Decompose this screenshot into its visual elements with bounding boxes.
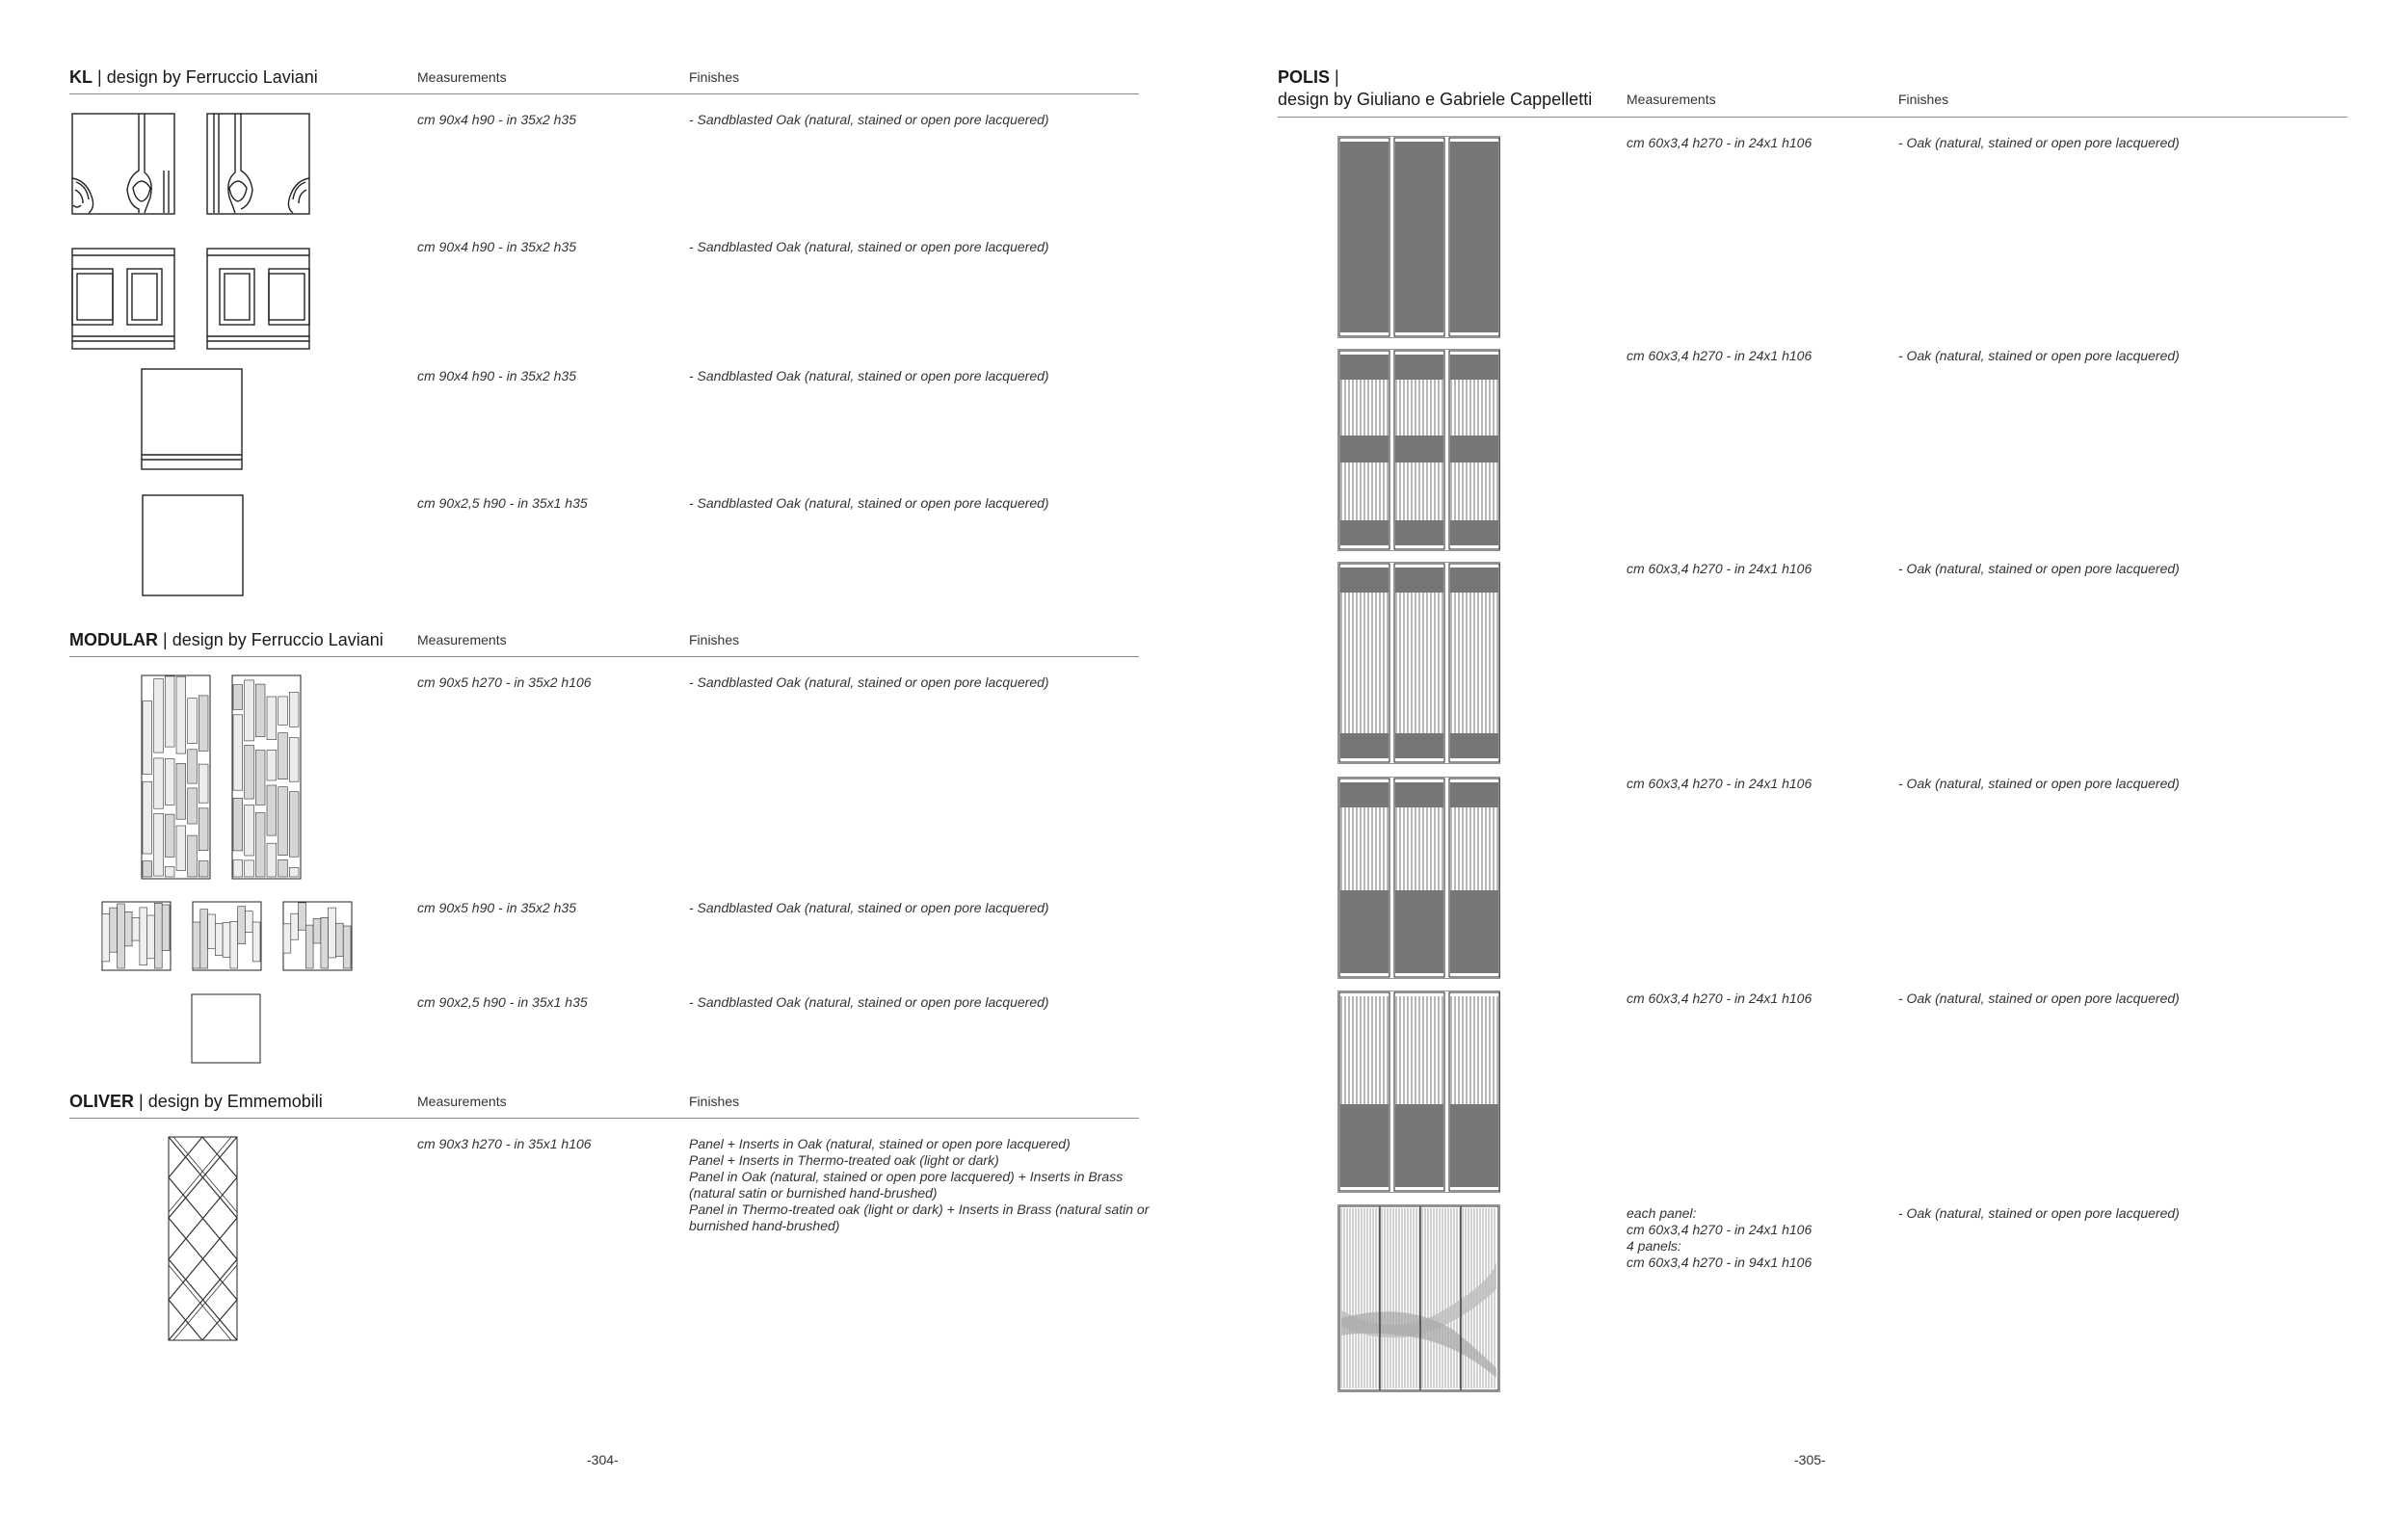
- oliver-finish-line-6: burnished hand-brushed): [689, 1218, 840, 1233]
- kl-row-2-finish: - Sandblasted Oak (natural, stained or open pore lacquered): [689, 239, 1049, 254]
- slat: [238, 907, 246, 944]
- kl-row-4-finish: - Sandblasted Oak (natural, stained or open pore lacquered): [689, 495, 1049, 511]
- slat: [245, 680, 254, 741]
- kl-measurements-head: Measurements: [417, 69, 507, 85]
- oliver-finishes-head: Finishes: [689, 1094, 740, 1109]
- light-mid-2: [1396, 380, 1442, 436]
- polis-designer: design by Giuliano e Gabriele Cappelletti: [1278, 90, 1593, 109]
- light-mid-1: [1341, 380, 1388, 436]
- slat: [132, 917, 140, 940]
- slat: [233, 685, 243, 710]
- modular-plain-panel: [191, 993, 262, 1065]
- kl-divider: [69, 93, 1139, 94]
- slat: [188, 699, 198, 744]
- slat: [245, 805, 254, 856]
- kl-row-4-measure: cm 90x2,5 h90 - in 35x1 h35: [417, 495, 588, 511]
- slat: [188, 835, 198, 877]
- light-mid-1: [1341, 593, 1388, 733]
- light-top-3: [1451, 996, 1497, 1104]
- kl-row-2-measure: cm 90x4 h90 - in 35x2 h35: [417, 239, 576, 254]
- slat: [230, 921, 238, 968]
- kl-title: [69, 66, 318, 88]
- slat: [335, 923, 343, 956]
- slat: [278, 733, 288, 779]
- slat: [267, 843, 277, 877]
- oliver-name: OLIVER: [69, 1092, 135, 1111]
- slat: [143, 701, 152, 775]
- slat: [165, 867, 174, 878]
- polis-finishes-head: Finishes: [1898, 92, 1949, 107]
- kl-row-3-measure: cm 90x4 h90 - in 35x2 h35: [417, 368, 576, 383]
- kl-row-1-finish: - Sandblasted Oak (natural, stained or open pore lacquered): [689, 112, 1049, 127]
- modular-row-2-finish: - Sandblasted Oak (natural, stained or open pore lacquered): [689, 900, 1049, 915]
- slat: [291, 913, 299, 939]
- slat: [278, 859, 288, 877]
- light-low-1: [1341, 462, 1388, 520]
- polis-row-6-measure-line-1: each panel:: [1627, 1205, 1697, 1221]
- polis-row-4-finish: - Oak (natural, stained or open pore lacquered): [1898, 776, 2180, 791]
- modular-row-1-finish: - Sandblasted Oak (natural, stained or open pore lacquered): [689, 674, 1049, 690]
- slat: [289, 693, 299, 727]
- slat: [233, 715, 243, 790]
- polis-name-suffix: |: [1330, 67, 1339, 87]
- light-mid-2: [1396, 807, 1442, 890]
- polis-row-2-finish: - Oak (natural, stained or open pore lacquered): [1898, 348, 2180, 363]
- slat: [289, 868, 299, 878]
- right-page-number: -305-: [1794, 1452, 1826, 1467]
- slat: [188, 788, 198, 824]
- oliver-finish-line-2: Panel + Inserts in Thermo-treated oak (light or dark): [689, 1152, 999, 1168]
- kl-row-1-measure: cm 90x4 h90 - in 35x2 h35: [417, 112, 576, 127]
- slat: [102, 913, 110, 962]
- modular-title: [69, 629, 384, 650]
- slat: [321, 917, 329, 968]
- slat: [299, 903, 306, 930]
- slat: [283, 924, 291, 953]
- light-mid-3: [1451, 380, 1497, 436]
- light-mid-2: [1396, 593, 1442, 733]
- light-top-1: [1341, 996, 1388, 1104]
- oliver-finish-line-4: (natural satin or burnished hand-brushed): [689, 1185, 938, 1201]
- slat: [245, 911, 252, 933]
- polis-row-3-measure: cm 60x3,4 h270 - in 24x1 h106: [1627, 561, 1813, 576]
- polis-panel-set-3: [1337, 562, 1501, 766]
- polis-row-1-finish: - Oak (natural, stained or open pore lacquered): [1898, 135, 2180, 150]
- oliver-finish-line-3: Panel in Oak (natural, stained or open pore lacquered) + Inserts in Brass: [689, 1169, 1124, 1184]
- polis-panel-set-1: [1337, 136, 1501, 340]
- kl-designer: | design by Ferruccio Laviani: [97, 67, 318, 87]
- kl-name: KL: [69, 67, 93, 87]
- slat: [267, 750, 277, 780]
- slat: [154, 758, 164, 808]
- slat: [233, 860, 243, 877]
- polis-divider: [1278, 117, 2347, 118]
- slat: [110, 908, 118, 952]
- slat: [193, 922, 200, 968]
- oliver-measurements-head: Measurements: [417, 1094, 507, 1109]
- slat: [278, 787, 288, 856]
- slat: [198, 861, 208, 877]
- modular-row-3-measure: cm 90x2,5 h90 - in 35x1 h35: [417, 994, 588, 1010]
- polis-row-6-measure: [1627, 1205, 1812, 1271]
- modular-row-2-measure: cm 90x5 h90 - in 35x2 h35: [417, 900, 576, 915]
- slat: [143, 781, 152, 854]
- slat: [165, 758, 174, 805]
- slat: [162, 905, 170, 951]
- slat: [343, 926, 351, 968]
- polis-row-6-measure-line-3: 4 panels:: [1627, 1238, 1681, 1254]
- oliver-finish-line-1: Panel + Inserts in Oak (natural, stained or open pore lacquered): [689, 1136, 1071, 1151]
- slat: [245, 746, 254, 800]
- modular-square-panel-3: [282, 901, 354, 972]
- oliver-diamond-panel: [168, 1136, 239, 1342]
- light-low-2: [1396, 462, 1442, 520]
- light-top-2: [1396, 996, 1442, 1104]
- slat: [198, 696, 208, 752]
- polis-row-5-measure: cm 60x3,4 h270 - in 24x1 h106: [1627, 991, 1813, 1006]
- slat: [154, 813, 164, 876]
- polis-panel-set-4: [1337, 777, 1501, 981]
- oliver-designer: | design by Emmemobili: [139, 1092, 323, 1111]
- slat: [267, 785, 277, 835]
- modular-divider: [69, 656, 1139, 657]
- light-mid-1: [1341, 807, 1388, 890]
- slat: [278, 697, 288, 726]
- slat: [313, 918, 321, 943]
- slat: [305, 925, 313, 968]
- slat: [176, 763, 186, 819]
- light-mid-3: [1451, 593, 1497, 733]
- slat: [208, 914, 216, 949]
- modular-designer: | design by Ferruccio Laviani: [163, 630, 384, 649]
- slat: [233, 798, 243, 851]
- slat: [252, 922, 260, 962]
- oliver-title: [69, 1091, 323, 1112]
- slat: [188, 750, 198, 783]
- kl-plain-panel-base: [141, 368, 245, 472]
- oliver-divider: [69, 1118, 1139, 1119]
- slat: [289, 738, 299, 782]
- modular-square-panel-1: [101, 901, 172, 972]
- polis-row-6-measure-line-4: cm 60x3,4 h270 - in 94x1 h106: [1627, 1255, 1813, 1270]
- slat: [165, 676, 174, 747]
- kl-ornate-panel-left: [71, 113, 177, 215]
- slat: [147, 915, 155, 959]
- polis-panel-set-6: [1337, 1204, 1501, 1393]
- polis-row-4-measure: cm 60x3,4 h270 - in 24x1 h106: [1627, 776, 1813, 791]
- left-page-number: -304-: [587, 1452, 619, 1467]
- polis-panel-set-5: [1337, 991, 1501, 1195]
- kl-frame-panel-left: [71, 248, 177, 350]
- kl-finishes-head: Finishes: [689, 69, 740, 85]
- slat: [176, 826, 186, 870]
- slat: [223, 923, 230, 958]
- kl-row-3-finish: - Sandblasted Oak (natural, stained or open pore lacquered): [689, 368, 1049, 383]
- light-low-3: [1451, 462, 1497, 520]
- polis-row-5-finish: - Oak (natural, stained or open pore lacquered): [1898, 991, 2180, 1006]
- slat: [200, 910, 208, 968]
- slat: [255, 684, 265, 737]
- slat: [255, 751, 265, 806]
- oliver-finish-line-5: Panel in Thermo-treated oak (light or dark) + Inserts in Brass (natural satin or: [689, 1202, 1150, 1217]
- polis-title: [1278, 66, 1339, 88]
- slat: [289, 792, 299, 858]
- polis-name: POLIS: [1278, 67, 1331, 87]
- light-mid-3: [1451, 807, 1497, 890]
- modular-row-1-measure: cm 90x5 h270 - in 35x2 h106: [417, 674, 592, 690]
- polis-panel-set-2: [1337, 349, 1501, 553]
- slat: [245, 860, 254, 877]
- slat: [255, 813, 265, 877]
- slat: [118, 904, 125, 968]
- slat: [198, 808, 208, 851]
- slat: [140, 908, 147, 965]
- modular-tall-panel-right: [231, 674, 303, 881]
- oliver-measure: cm 90x3 h270 - in 35x1 h106: [417, 1136, 592, 1151]
- slat: [267, 697, 277, 740]
- modular-finishes-head: Finishes: [689, 632, 740, 647]
- slat: [124, 911, 132, 946]
- modular-measurements-head: Measurements: [417, 632, 507, 647]
- kl-plain-panel: [142, 494, 246, 598]
- polis-row-6-measure-line-2: cm 60x3,4 h270 - in 24x1 h106: [1627, 1222, 1813, 1237]
- modular-square-panel-2: [192, 901, 263, 972]
- kl-ornate-panel-right: [206, 113, 312, 215]
- polis-row-2-measure: cm 60x3,4 h270 - in 24x1 h106: [1627, 348, 1813, 363]
- slat: [165, 814, 174, 857]
- modular-row-3-finish: - Sandblasted Oak (natural, stained or open pore lacquered): [689, 994, 1049, 1010]
- slat: [176, 676, 186, 753]
- oliver-finishes: [689, 1136, 1149, 1234]
- modular-name: MODULAR: [69, 630, 158, 649]
- modular-tall-panel-left: [141, 674, 212, 881]
- slat: [143, 861, 152, 877]
- polis-row-6-finish: - Oak (natural, stained or open pore lacquered): [1898, 1205, 2180, 1221]
- slat: [215, 924, 223, 956]
- slat: [154, 679, 164, 753]
- polis-measurements-head: Measurements: [1627, 92, 1716, 107]
- slat: [198, 764, 208, 803]
- slat: [154, 903, 162, 968]
- polis-row-3-finish: - Oak (natural, stained or open pore lacquered): [1898, 561, 2180, 576]
- kl-frame-panel-right: [206, 248, 312, 350]
- polis-row-1-measure: cm 60x3,4 h270 - in 24x1 h106: [1627, 135, 1813, 150]
- slat: [329, 908, 336, 958]
